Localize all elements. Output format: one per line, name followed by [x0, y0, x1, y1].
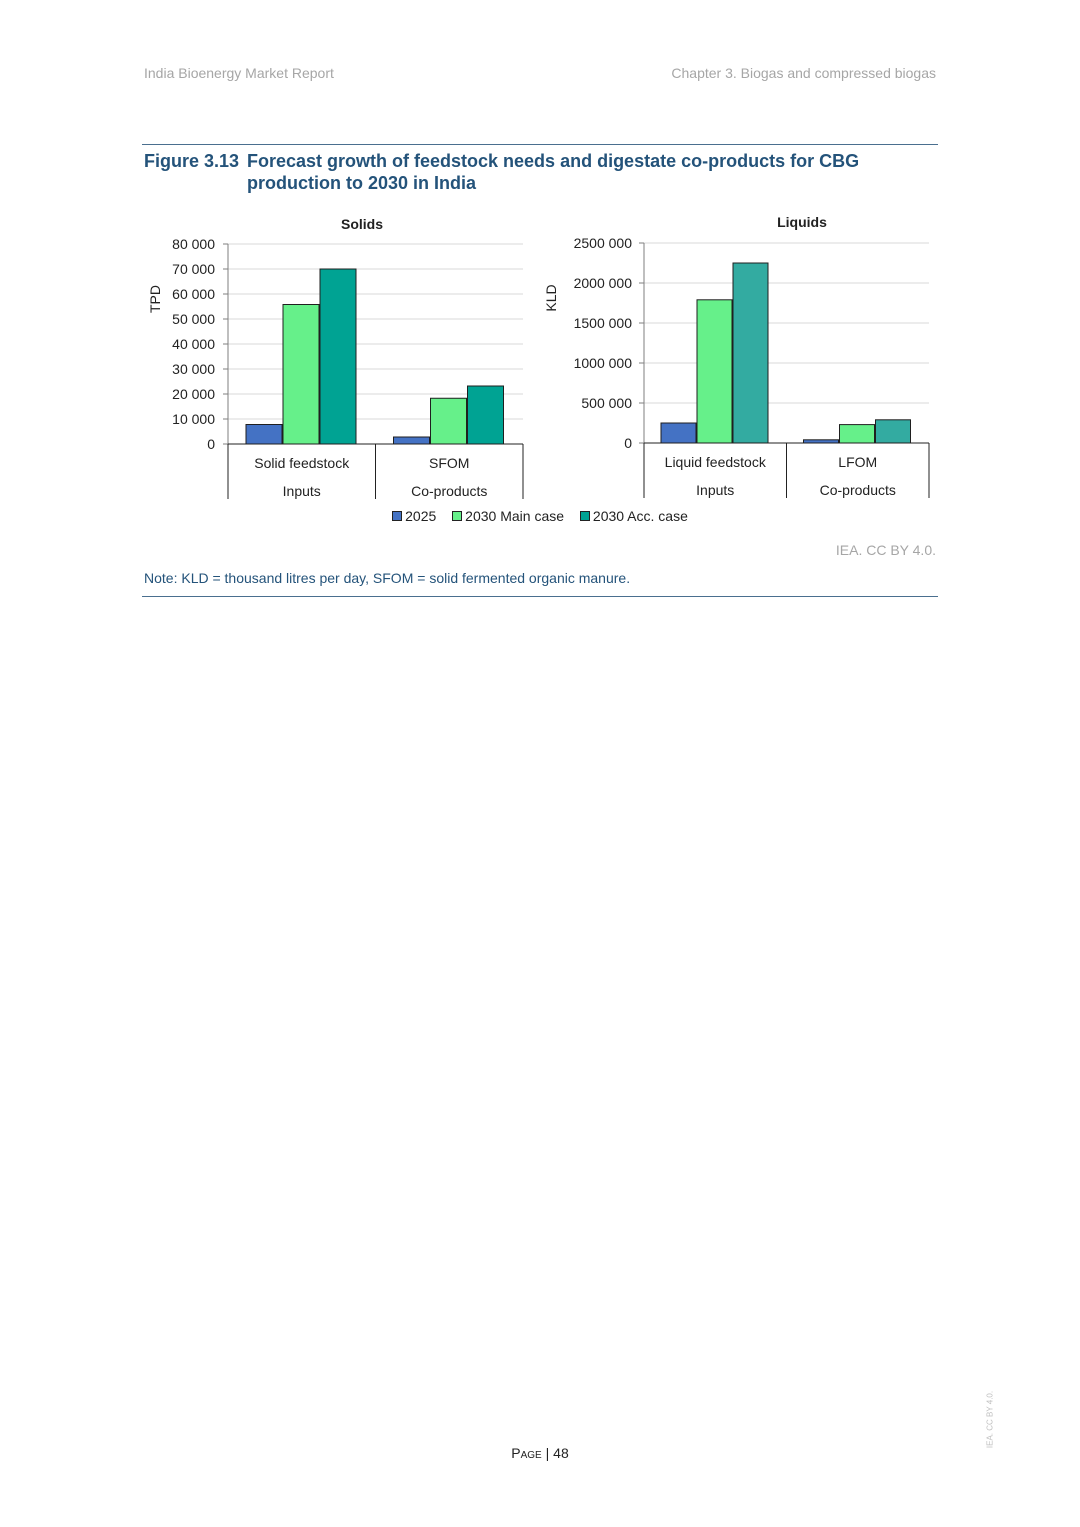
- bar: [394, 437, 430, 444]
- figure-note: Note: KLD = thousand litres per day, SFOM = solid fermented organic manure.: [144, 570, 631, 586]
- y-tick-label: 0: [207, 436, 215, 452]
- legend-label: 2025: [405, 508, 437, 524]
- y-axis-label: TPD: [147, 285, 163, 313]
- category-label: SFOM: [429, 455, 470, 471]
- bar: [804, 440, 839, 443]
- bar: [661, 423, 696, 443]
- chart-solids: [147, 216, 523, 499]
- chart-title: Solids: [340, 216, 384, 232]
- y-tick-label: 50 000: [172, 311, 215, 327]
- group-label: Co-products: [411, 483, 488, 499]
- y-tick-label: 2000 000: [573, 275, 632, 291]
- chart-title: Liquids: [777, 214, 827, 230]
- legend-swatch: [580, 511, 590, 521]
- bar: [840, 425, 875, 443]
- legend-swatch: [392, 511, 402, 521]
- y-tick-label: 0: [624, 435, 632, 451]
- y-tick-label: 70 000: [172, 261, 215, 277]
- page-label: Page: [511, 1445, 542, 1461]
- bar: [320, 269, 356, 444]
- legend-item-2025: [392, 508, 436, 524]
- category-label: Solid feedstock: [254, 455, 350, 471]
- header-chapter-title: Chapter 3. Biogas and compressed biogas: [671, 65, 936, 81]
- bar: [468, 386, 504, 444]
- y-tick-label: 40 000: [172, 336, 215, 352]
- legend-label: 2030 Acc. case: [592, 508, 688, 524]
- y-tick-label: 10 000: [172, 411, 215, 427]
- charts-canvas: [0, 0, 1080, 510]
- group-label: Inputs: [282, 483, 321, 499]
- category-label: Liquid feedstock: [664, 454, 766, 470]
- y-tick-label: 20 000: [172, 386, 215, 402]
- figure-bottom-rule: [142, 596, 938, 597]
- bar: [431, 398, 467, 444]
- y-tick-label: 80 000: [172, 236, 215, 252]
- y-tick-label: 30 000: [172, 361, 215, 377]
- group-label: Co-products: [819, 482, 896, 498]
- page-number: 48: [553, 1445, 569, 1461]
- bar: [697, 300, 732, 443]
- figure-credit: IEA. CC BY 4.0.: [835, 542, 936, 558]
- page-footer: Page | 48: [511, 1445, 569, 1461]
- group-label: Inputs: [696, 482, 735, 498]
- y-tick-label: 60 000: [172, 286, 215, 302]
- y-tick-label: 1000 000: [573, 355, 632, 371]
- header-report-title: India Bioenergy Market Report: [144, 65, 334, 81]
- legend-item-2030-main: [452, 508, 564, 524]
- y-tick-label: 2500 000: [573, 235, 632, 251]
- bar: [733, 263, 768, 443]
- side-credit: IEA. CC BY 4.0.: [985, 1390, 995, 1449]
- category-label: LFOM: [838, 454, 878, 470]
- bar: [876, 420, 911, 443]
- y-axis-label: KLD: [543, 284, 559, 312]
- y-tick-label: 1500 000: [573, 315, 632, 331]
- legend-label: 2030 Main case: [465, 508, 565, 524]
- figure-number: Figure 3.13: [144, 151, 240, 171]
- figure-title-text: Forecast growth of feedstock needs and digestate co-products for CBG production to 2030 in India: [247, 151, 860, 193]
- bar: [283, 305, 319, 445]
- legend-swatch: [452, 511, 462, 521]
- y-tick-label: 500 000: [581, 395, 632, 411]
- chart-liquids: [543, 214, 929, 498]
- legend-item-2030-acc: [580, 508, 688, 524]
- bar: [246, 425, 282, 445]
- legend: [0, 508, 1080, 524]
